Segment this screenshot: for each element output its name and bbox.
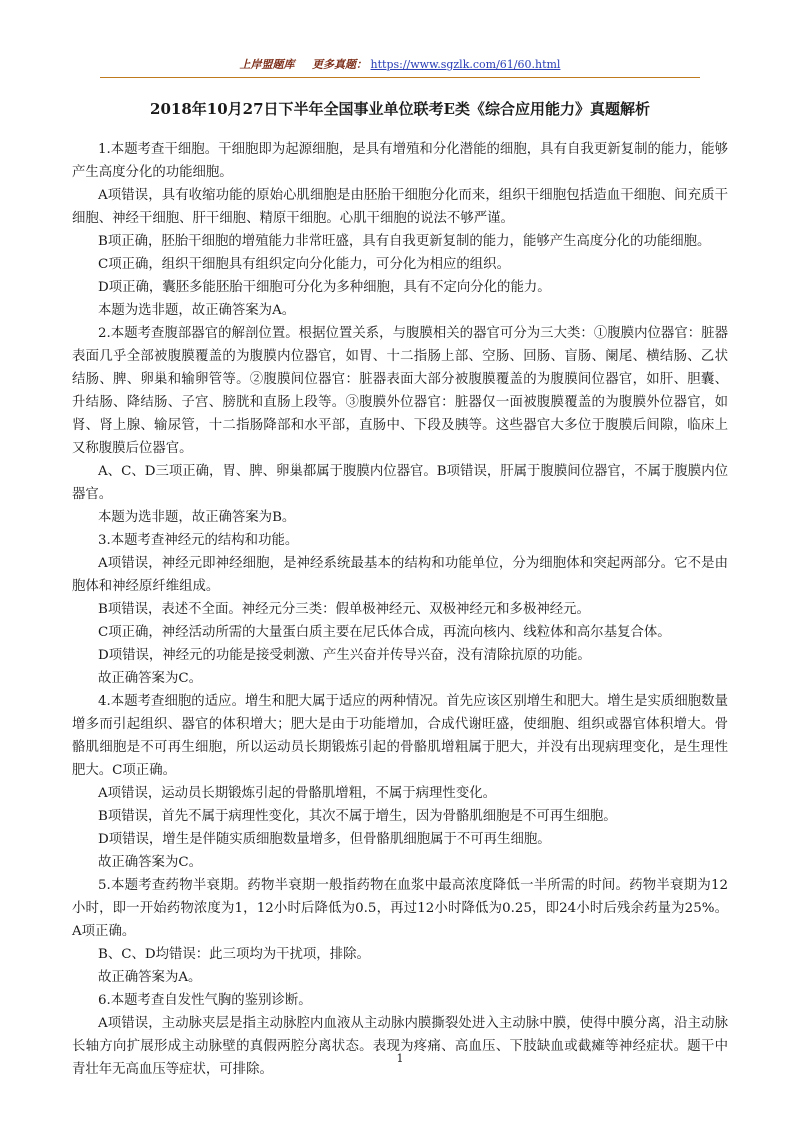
paragraph: A项错误，主动脉夹层是指主动脉腔内血液从主动脉内膜撕裂处进入主动脉中膜，使得中膜分离，沿主动脉长轴方向扩展形成主动脉壁的真假两腔分离状态。表现为疼痛、高血压、下肢缺血或截瘫等神经症状。题干中青壮年无高血压等症状，可排除。 [72,1016,728,1077]
paragraph: B、C、D均错误：此三项均为干扰项，排除。 [98,947,370,962]
document-body [72,138,728,1081]
paragraph: A、C、D三项正确，胃、脾、卵巢都属于腹膜内位器官。B项错误，肝属于腹膜间位器官，不属于腹膜内位器官。 [72,464,728,502]
paragraph: D项错误，神经元的功能是接受刺激、产生兴奋并传导兴奋，没有清除抗原的功能。 [98,648,591,663]
page-number: 1 [396,1052,404,1065]
paragraph: C项正确，神经活动所需的大量蛋白质主要在尼氏体合成，再流向核内、线粒体和高尔基复合体。 [98,625,671,640]
paragraph: 5.本题考查药物半衰期。药物半衰期一般指药物在血浆中最高浓度降低一半所需的时间。药物半衰期为12小时，即一开始药物浓度为1，12小时后降低为0.5，再过12小时降低为0.25，即24小时后残余药量为25%。A项正确。 [72,878,728,939]
paragraph: 本题为选非题，故正确答案为A。 [98,303,296,318]
paragraph: B项错误，首先不属于病理性变化，其次不属于增生，因为骨骼肌细胞是不可再生细胞。 [98,809,617,824]
paragraph: 3.本题考查神经元的结构和功能。 [98,533,299,548]
paragraph: 2.本题考查腹部器官的解剖位置。根据位置关系，与腹膜相关的器官可分为三大类：①腹膜内位器官：脏器表面几乎全部被腹膜覆盖的为腹膜内位器官，如胃、十二指肠上部、空肠、回肠、盲肠、阑尾、横结肠、乙状结肠、脾、卵巢和输卵管等。②腹膜间位器官：脏器表面大部分被腹膜覆盖的为腹膜间位器官，如肝、胆囊、升结肠、降结肠、子宫、膀胱和直肠上段等。③腹膜外位器官：脏器仅一面被腹膜覆盖的为腹膜外位器官，如肾、肾上腺、输尿管，十二指肠降部和水平部，直肠中、下段及胰等。这些器官大多位于腹膜后间隙，临床上又称腹膜后位器官。 [72,326,728,456]
paragraph: 本题为选非题，故正确答案为B。 [98,510,296,525]
paragraph: A项错误，神经元即神经细胞，是神经系统最基本的结构和功能单位，分为细胞体和突起两部分。它不是由胞体和神经原纤维组成。 [72,556,728,594]
paragraph: 故正确答案为C。 [98,671,202,686]
paragraph: 1.本题考查干细胞。干细胞即为起源细胞，是具有增殖和分化潜能的细胞，具有自我更新复制的能力，能够产生高度分化的功能细胞。 [72,142,728,180]
paragraph: 故正确答案为C。 [98,855,202,870]
page-header [100,55,700,77]
paragraph: A项错误，运动员长期锻炼引起的骨骼肌增粗，不属于病理性变化。 [98,786,496,801]
paragraph: 故正确答案为A。 [98,970,202,985]
paragraph: B项正确，胚胎干细胞的增殖能力非常旺盛，具有自我更新复制的能力，能够产生高度分化的功能细胞。 [98,234,711,249]
paragraph: D项错误，增生是伴随实质细胞数量增多，但骨骼肌细胞属于不可再生细胞。 [98,832,551,847]
paragraph: 4.本题考查细胞的适应。增生和肥大属于适应的两种情况。首先应该区别增生和肥大。增生是实质细胞数量增多而引起组织、器官的体积增大；肥大是由于功能增加，合成代谢旺盛，使细胞、组织或器官体积增大。骨骼肌细胞是不可再生细胞，所以运动员长期锻炼引起的骨骼肌增粗属于肥大，并没有出现病理变化，是生理性肥大。C项正确。 [72,694,728,778]
paragraph: C项正确，组织干细胞具有组织定向分化能力，可分化为相应的组织。 [98,257,510,272]
header-divider [100,77,700,78]
paragraph: 6.本题考查自发性气胸的鉴别诊断。 [98,993,312,1008]
header-brand: 上岸盟题库 [239,58,295,71]
document-title: 2018年10月27日下半年全国事业单位联考E类《综合应用能力》真题解析 [150,100,650,118]
paragraph: A项错误，具有收缩功能的原始心肌细胞是由胚胎干细胞分化而来，组织干细胞包括造血干细胞、间充质干细胞、神经干细胞、肝干细胞、精原干细胞。心肌干细胞的说法不够严谨。 [72,188,728,226]
header-link[interactable]: https://www.sgzlk.com/61/60.html [370,58,561,71]
header-source-label: 更多真题： [312,58,368,71]
paragraph: B项错误，表述不全面。神经元分三类：假单极神经元、双极神经元和多极神经元。 [98,602,590,617]
paragraph: D项正确，囊胚多能胚胎干细胞可分化为多种细胞，具有不定向分化的能力。 [98,280,551,295]
